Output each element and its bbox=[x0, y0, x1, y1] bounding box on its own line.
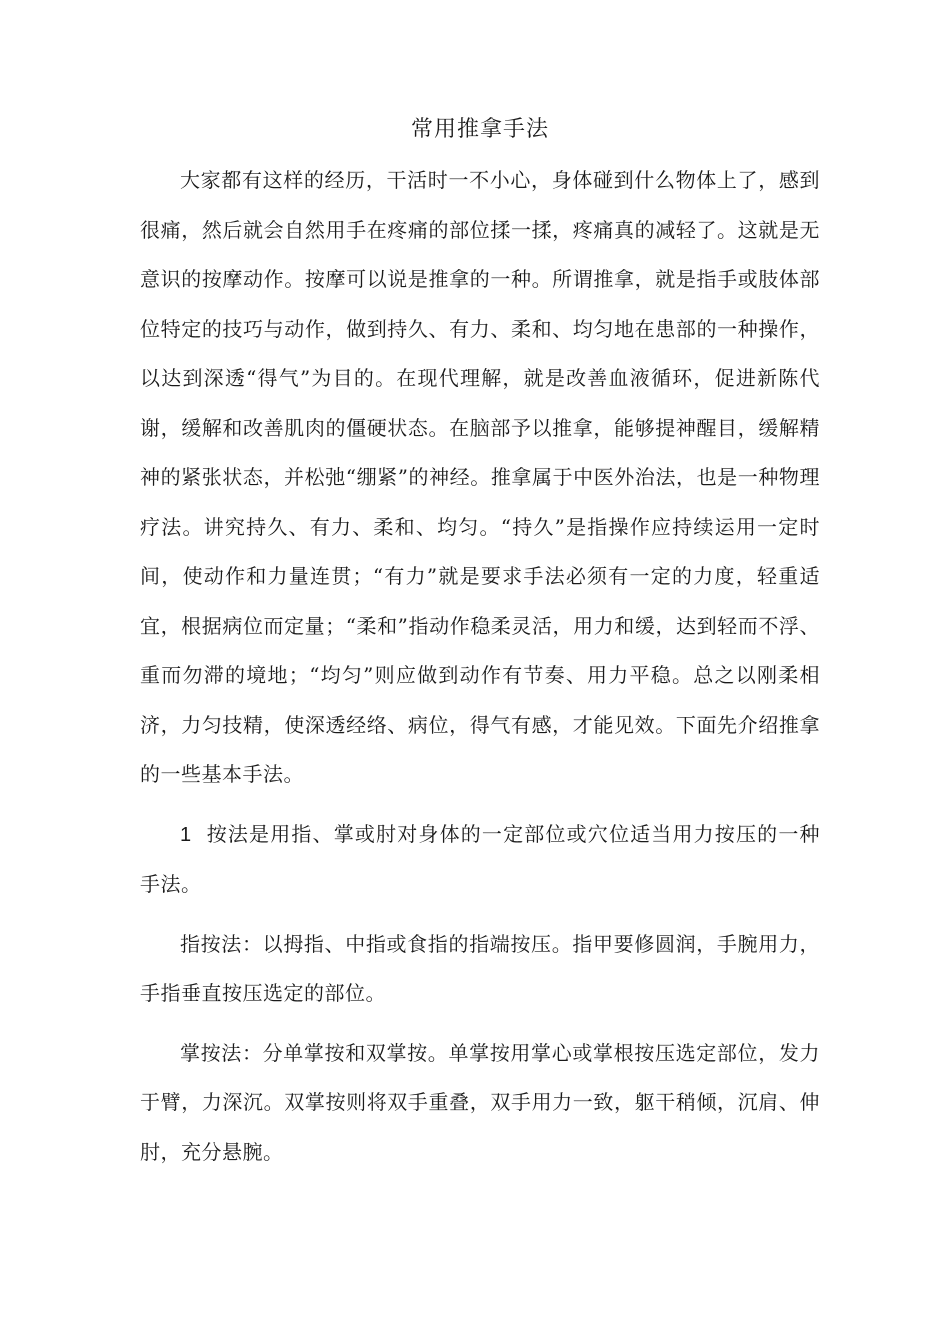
section-1-paragraph bbox=[140, 810, 820, 910]
palm-press-text: 掌按法：分单掌按和双掌按。单掌按用掌心或掌根按压选定部位，发力于臂，力深沉。双掌按则将双手重叠，双手用力一致，躯干稍倾，沉肩、伸肘，充分悬腕。 bbox=[140, 1040, 820, 1164]
intro-paragraph-text: 大家都有这样的经历，干活时一不小心，身体碰到什么物体上了，感到很痛，然后就会自然用手在疼痛的部位揉一揉，疼痛真的减轻了。这就是无意识的按摩动作。按摩可以说是推拿的一种。所谓推拿，就是指手或肢体部位特定的技巧与动作，做到持久、有力、柔和、均匀地在患部的一种操作，以达到深透“得气”为目的。在现代理解，就是改善血液循环，促进新陈代谢，缓解和改善肌肉的僵硬状态。在脑部予以推拿，能够提神醒目，缓解精神的紧张状态，并松弛“绷紧”的神经。推拿属于中医外治法，也是一种物理疗法。讲究持久、有力、柔和、均匀。“持久”是指操作应持续运用一定时间，使动作和力量连贯；“有力”就是要求手法必须有一定的力度，轻重适宜，根据病位而定量；“柔和”指动作稳柔灵活，用力和缓，达到轻而不浮、重而勿滞的境地；“均匀”则应做到动作有节奏、用力平稳。总之以刚柔相济，力匀技精，使深透经络、病位，得气有感，才能见效。下面先介绍推拿的一些基本手法。 bbox=[140, 168, 820, 786]
document-page bbox=[140, 110, 820, 1187]
palm-press-paragraph bbox=[140, 1029, 820, 1178]
intro-paragraph bbox=[140, 156, 820, 800]
page-title: 常用推拿手法 bbox=[410, 117, 549, 142]
section-number: 1 bbox=[180, 823, 192, 846]
section-1-text: 按法是用指、掌或肘对身体的一定部位或穴位适当用力按压的一种手法。 bbox=[140, 821, 820, 896]
finger-press-paragraph bbox=[140, 920, 820, 1019]
finger-press-text: 指按法：以拇指、中指或食指的指端按压。指甲要修圆润，手腕用力，手指垂直按压选定的部位。 bbox=[140, 931, 820, 1005]
